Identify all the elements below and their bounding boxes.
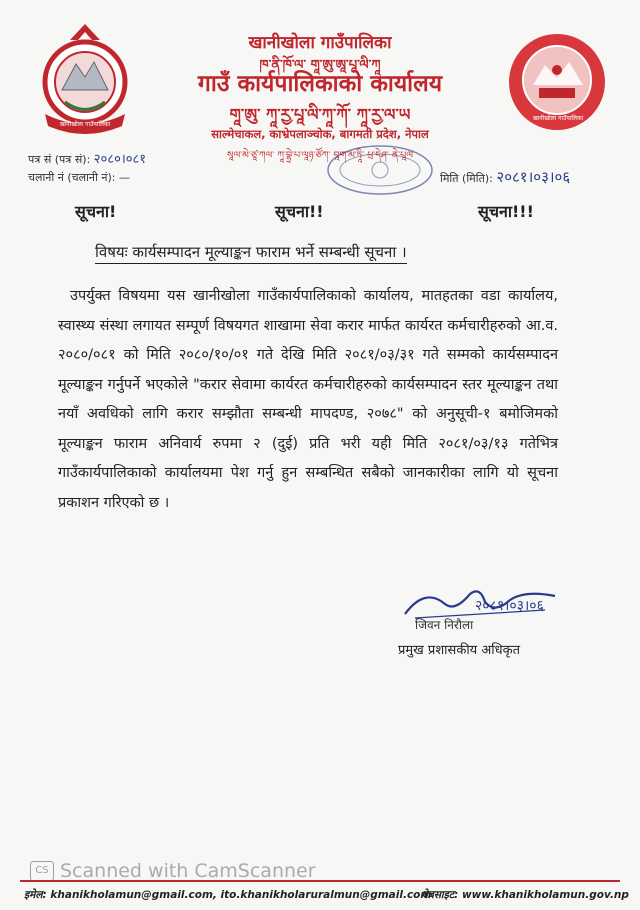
emblem-right-caption: खानीखोला गाउँपालिका: [532, 115, 584, 122]
signatory-title: प्रमुख प्रशासकीय अधिकृत: [398, 643, 521, 658]
reference-label: पत्र सं (पत्र सं):: [28, 153, 91, 166]
footer-divider: [20, 880, 620, 882]
office-stamp: [320, 140, 440, 200]
notice-body: उपर्युक्त विषयमा यस खानीखोला गाउँकार्यपालिकाको कार्यालय, मातहतका वडा कार्यालय, स्वास्थ्य संस्था लगायत सम्पूर्ण विषयगत शाखामा सेवा करार मार्फत कार्यरत कर्मचारीहरुको आ.व. २०८०/०८१ को मिति २०८०/१०/०१ गते देखि मिति २०८१/०३/३१ गते सम्मको कार्यसम्पादन मूल्याङ्कन गर्नुपर्ने भएकोले "करार सेवामा कार्यरत कर्मचारीहरुको कार्यसम्पादन स्तर मूल्याङ्कन तथा नयाँ अवधिको लागि करार सम्झौता सम्बन्धी मापदण्ड, २०७८" को अनुसूची-१ बमोजिमको मूल्याङ्कन फाराम अनिवार्य रुपमा २ (दुई) प्रति भरी यही मिति २०८१/०३/१३ गतेभित्र गाउँकार्यपालिकाको कार्यालयमा पेश गर्नु हुन सम्बन्धित सबैको जानकारीका लागि यो सूचना प्रकाशन गरिएको छ ।: [58, 288, 558, 511]
signatory-name: जिवन निरौला: [415, 618, 474, 632]
office-name-tibetan: གཱ་ཨུ་ ཀཱ་རྱ་པཱ་ལི་ཀཱ་ཀོ་ ཀཱ་རྱ་ལ་ཡ: [229, 105, 411, 124]
dispatch-value: —: [118, 171, 130, 184]
office-address-tibetan: སཱལ་མེ་ཙཱ་ཀལ་ ཀཱ་བྷྲེ་པ་ལཱཉ་ཙོཀ་ བཱག་མ་ཏཱི་ པྲ་དེཤ་ ནེ་པཱལ: [227, 150, 413, 161]
scanner-watermark: [30, 860, 316, 882]
footer-email: इमेल: khanikholamun@gmail.com, ito.khanikholaruralmun@gmail.com: [24, 889, 432, 901]
signature: [395, 582, 565, 642]
municipality-name-tibetan: ཁ་ནི་ཁོ་ལ་ གཱ་ཨུ་ཨཱ་པཱ་ལི་ཀཱ: [259, 58, 381, 73]
letter-date: [440, 167, 570, 187]
reference-value: २०८०।०८१: [93, 152, 147, 167]
office-address: साल्मेचाकल, काभ्रेपलाञ्चोक, बागमती प्रदेश, नेपाल: [211, 127, 429, 141]
emblem-left-caption: खानीखोला गाउँपालिका: [59, 121, 111, 128]
footer-website: वेबसाइट: www.khanikholamun.gov.np: [422, 889, 629, 901]
dispatch-label: चलानी नं (चलानी नं):: [28, 171, 116, 184]
subject-line: विषयः कार्यसम्पादन मूल्याङ्कन फाराम भर्ने सम्बन्धी सूचना ।: [95, 242, 407, 264]
date-value: २०८१।०३।०६: [496, 168, 571, 186]
signature-date: २०८१।०३।०६: [475, 598, 544, 614]
notice-heading-right: सूचना!!!: [478, 202, 534, 221]
office-name: गाउँ कार्यपालिकाको कार्यालय: [197, 71, 443, 97]
dispatch-number: [28, 170, 130, 185]
notice-heading-left: सूचना!: [75, 202, 117, 221]
reference-number: [28, 149, 146, 167]
camscanner-logo-icon: CS: [30, 861, 54, 881]
scanner-watermark-text: Scanned with CamScanner: [60, 860, 316, 882]
municipality-name: खानीखोला गाउँपालिका: [248, 33, 392, 53]
notice-heading-center: सूचना!!: [275, 202, 324, 221]
date-label: मिति (मिति):: [440, 172, 493, 185]
